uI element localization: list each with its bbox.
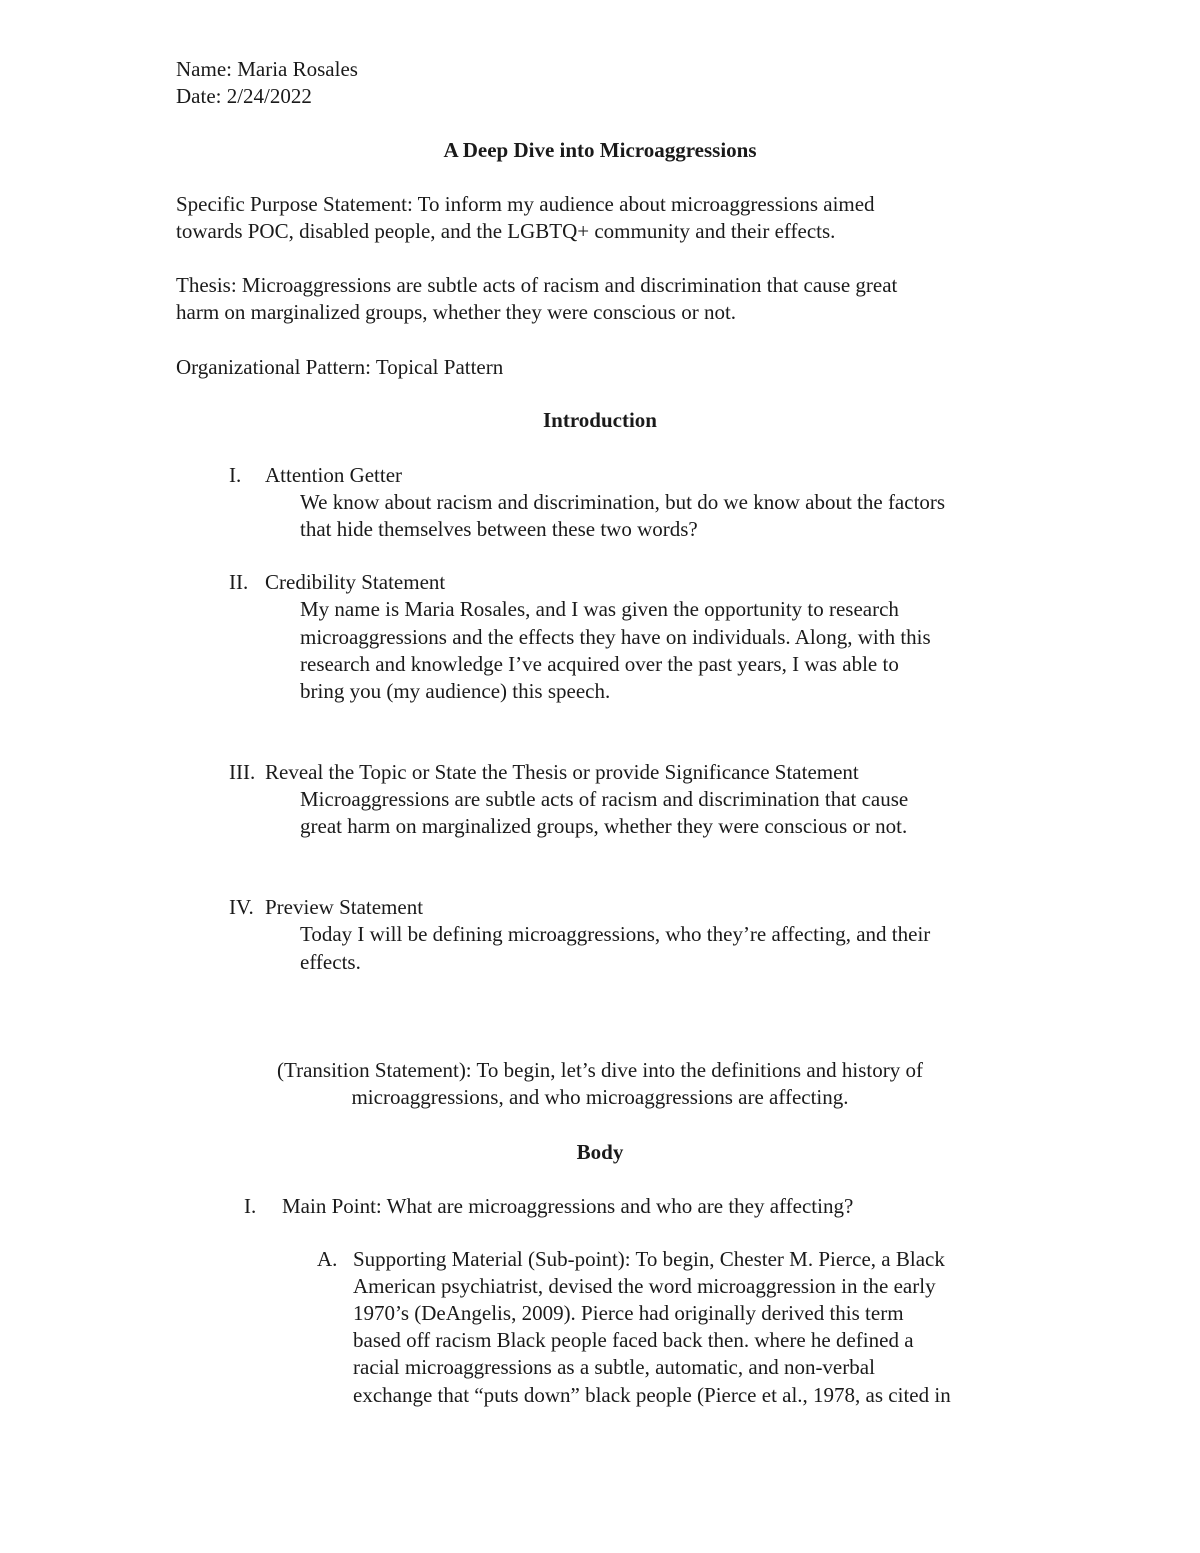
intro-numeral-3: III. <box>229 760 256 784</box>
intro-label-credibility: Credibility Statement <box>265 570 446 594</box>
intro-text-line: great harm on marginalized groups, whether they were conscious or not. <box>300 814 908 838</box>
date: Date: 2/24/2022 <box>176 84 312 108</box>
sub-point-line: Supporting Material (Sub-point): To begin, Chester M. Pierce, a Black <box>353 1247 945 1271</box>
intro-text-line: that hide themselves between these two words? <box>300 517 698 541</box>
purpose-line-1: Specific Purpose Statement: To inform my audience about microaggressions aimed <box>176 192 875 216</box>
body-heading: Body <box>576 1140 624 1164</box>
sub-point-line: based off racism Black people faced back then. where he defined a <box>353 1328 914 1352</box>
thesis-line-2: harm on marginalized groups, whether they were conscious or not. <box>176 300 737 324</box>
transition-line-1: (Transition Statement): To begin, let’s dive into the definitions and history of <box>277 1058 923 1082</box>
intro-numeral-4: IV. <box>229 895 254 919</box>
intro-text-line: My name is Maria Rosales, and I was given the opportunity to research <box>300 597 899 621</box>
intro-text-line: effects. <box>300 950 361 974</box>
introduction-heading: Introduction <box>543 408 657 432</box>
intro-text-line: Microaggressions are subtle acts of racism and discrimination that cause <box>300 787 909 811</box>
intro-text-line: research and knowledge I’ve acquired over the past years, I was able to <box>300 652 899 676</box>
sub-point-line: American psychiatrist, devised the word microaggression in the early <box>353 1274 936 1298</box>
main-point-numeral: I. <box>244 1194 257 1218</box>
intro-label-preview: Preview Statement <box>265 895 424 919</box>
intro-label-attention-getter: Attention Getter <box>265 463 403 487</box>
intro-numeral-2: II. <box>229 570 249 594</box>
document-title: A Deep Dive into Microaggressions <box>443 138 757 162</box>
thesis-line-1: Thesis: Microaggressions are subtle acts of racism and discrimination that cause great <box>176 273 898 297</box>
main-point-text: Main Point: What are microaggressions and who are they affecting? <box>282 1194 854 1218</box>
intro-text-line: Today I will be defining microaggressions, who they’re affecting, and their <box>300 922 931 946</box>
sub-point-letter: A. <box>317 1247 338 1271</box>
intro-text-line: bring you (my audience) this speech. <box>300 679 611 703</box>
intro-label-reveal-topic: Reveal the Topic or State the Thesis or provide Significance Statement <box>265 760 859 784</box>
transition-line-2: microaggressions, and who microaggressions are affecting. <box>351 1085 849 1109</box>
sub-point-line: 1970’s (DeAngelis, 2009). Pierce had originally derived this term <box>353 1301 904 1325</box>
organizational-pattern: Organizational Pattern: Topical Pattern <box>176 355 504 379</box>
purpose-line-2: towards POC, disabled people, and the LGBTQ+ community and their effects. <box>176 219 836 243</box>
intro-text-line: We know about racism and discrimination, but do we know about the factors <box>300 490 946 514</box>
sub-point-line: exchange that “puts down” black people (Pierce et al., 1978, as cited in <box>353 1383 951 1407</box>
author-name: Name: Maria Rosales <box>176 57 358 81</box>
intro-numeral-1: I. <box>229 463 242 487</box>
sub-point-line: racial microaggressions as a subtle, automatic, and non-verbal <box>353 1355 875 1379</box>
intro-text-line: microaggressions and the effects they have on individuals. Along, with this <box>300 625 931 649</box>
